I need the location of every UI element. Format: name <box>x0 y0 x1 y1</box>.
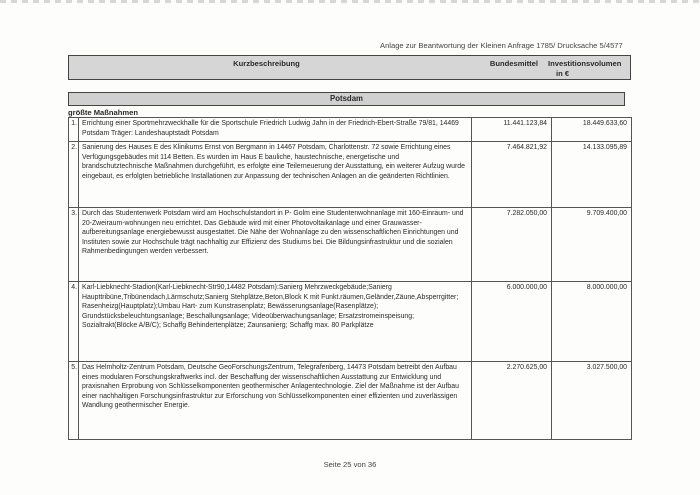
row-investment: 9.709.400,00 <box>552 208 632 282</box>
table-header <box>68 55 631 80</box>
row-federal-funds: 6.000.000,00 <box>472 282 552 362</box>
header-description: Kurzbeschreibung <box>233 59 300 68</box>
row-description: Errichtung einer Sportmehrzweckhalle für die Sportschule Friedrich Ludwig Jahn in der Friedrich-Ebert-Straße 79/81, 14469 Potsdam Träger: Landeshauptstadt Potsdam <box>79 118 472 142</box>
row-number: 4. <box>69 282 79 362</box>
annex-note: Anlage zur Beantwortung der Kleinen Anfrage 1785/ Drucksache 5/4577 <box>380 41 623 50</box>
row-description: Karl-Liebknecht-Stadion(Karl-Liebknecht-Str90,14482 Potsdam):Sanierg Mehrzweckgebäude;Sanierg Haupttribüne,Tribünendach,Lärmschutz;Sanierg Stehplätze,Beton,Block K mit Funkt.räumen,Geländer,Zäune,Absperrgitter; Rasenheizg(Hauptplatz);Umbau Hart- zum Kunstrasenplatz; Bewässerungsanlage(Rasenplätze); Grundstücksbeleuchtungsanlage; Beschallungsanlage; Videoüberwachungsanlage; Ersatzstromeinspeisung; Sozialtrakt(Blöcke A/B/C); Schaffg Behindertenplätze; Zaunsanierg; Schaffg max. 80 Parkplätze <box>79 282 472 362</box>
row-investment: 14.133.095,89 <box>552 142 632 208</box>
row-number: 5. <box>69 362 79 440</box>
row-description: Sanierung des Hauses E des Klinikums Ernst von Bergmann in 14467 Potsdam, Charlottenstr. 72 sowie Errichtung eines Verfügungsgebäudes mit 114 Betten. Es wurden im Haus E bauliche, haustechnische, energetische und brandschutztechnische Maßnahmen durchgeführt, es erfolgte eine Teilerneuerung der Ausstattung, ein weiterer Aufzug wurde eingebaut, es erfolgten betriebliche Installationen zur Anpassung der technischen Anlagen an die geänderten Richtlinien. <box>79 142 472 208</box>
row-investment: 3.027.500,00 <box>552 362 632 440</box>
state-heading: Potsdam <box>68 92 625 106</box>
row-number: 1. <box>69 118 79 142</box>
table-row <box>69 282 632 362</box>
row-federal-funds: 7.464.821,92 <box>472 142 552 208</box>
row-federal-funds: 11.441.123,84 <box>472 118 552 142</box>
table-row <box>69 142 632 208</box>
row-number: 2. <box>69 142 79 208</box>
section-heading: größte Maßnahmen <box>68 108 139 117</box>
row-investment: 18.449.633,60 <box>552 118 632 142</box>
scan-artifact-line <box>0 0 700 3</box>
table-row <box>69 208 632 282</box>
table-row <box>69 118 632 142</box>
header-investment <box>542 56 630 79</box>
row-number: 3. <box>69 208 79 282</box>
header-federal-funds: Bundesmittel <box>489 59 538 68</box>
header-investment-label: Investitionsvolumen <box>548 59 622 68</box>
measures-table <box>68 117 632 440</box>
table-row <box>69 362 632 440</box>
row-federal-funds: 7.282.050,00 <box>472 208 552 282</box>
row-description: Durch das Studentenwerk Potsdam wird am Hochschulstandort in P- Golm eine Studentenwohnanlage mit 160-Einraum- und 20-Zweiraum-wohnungen neu errichtet. Das Gebäude wird mit einer Photovoltaikanlage und einer Grauwasser- aufbereitungsanlage energiebewusst ausgestattet. Die Nähe der Wohnanlage zu den wissenschaftlichen Einrichtungen und Instituten sowie zur Hochschule trägt nachhaltig zur Effizienz des Studiums bei. Die Bildungsinfrastruktur und die sozialen Rahmenbedingungen werden verbessert. <box>79 208 472 282</box>
row-investment: 8.000.000,00 <box>552 282 632 362</box>
header-investment-unit: in € <box>556 69 570 78</box>
page-number: Seite 25 von 36 <box>323 460 377 469</box>
row-description: Das Helmholtz-Zentrum Potsdam, Deutsche GeoForschungsZentrum, Telegrafenberg, 14473 Potsdam betreibt den Aufbau eines modularen Forschungskraftwerks incl. der Beschaffung der wissenschaftlichen Ausstattung zur Entwicklung und praxisnahen Erprobung von Schlüsselkomponenten geothermischer Anlagentechnologie. Ziel der Maßnahme ist der Aufbau einer nachhaltigen Forschungsinfrastruktur zur Erforschung von Schlüsselkomponenten einer effizienten und zuverlässigen Wandlung geothermischer Energie. <box>79 362 472 440</box>
row-federal-funds: 2.270.625,00 <box>472 362 552 440</box>
